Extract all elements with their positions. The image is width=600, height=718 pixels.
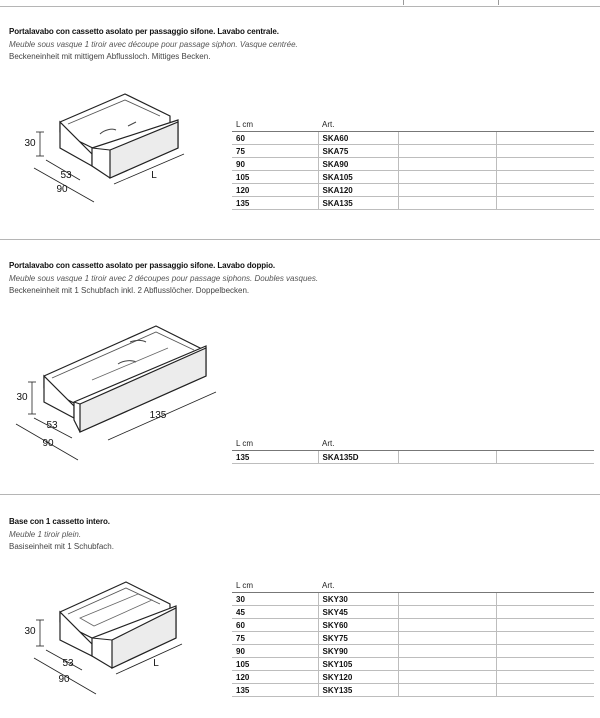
- table-row: 135 SKA135: [232, 197, 594, 210]
- title-it: Base con 1 cassetto intero.: [9, 517, 110, 526]
- table-row: 120 SKY120: [232, 671, 594, 684]
- divider: [0, 6, 600, 7]
- header-lcm: L cm: [232, 575, 318, 593]
- dim-depth: 53: [62, 658, 74, 669]
- title-fr: Meuble 1 tiroir plein.: [9, 529, 82, 539]
- dim-length: L: [153, 658, 159, 669]
- table-row: 120 SKA120: [232, 184, 594, 197]
- title-de: Basiseinheit mit 1 Schubfach.: [9, 542, 114, 551]
- table-row: 60 SKY60: [232, 619, 594, 632]
- header-art: Art.: [318, 433, 398, 451]
- dim-length: L: [151, 170, 157, 181]
- table-row: 135 SKY135: [232, 684, 594, 697]
- title-de: Beckeneinheit mit mittigem Abflussloch. Mittiges Becken.: [9, 52, 211, 61]
- cabinet-drawing-double: [8, 318, 218, 464]
- dim-depth: 53: [46, 420, 58, 431]
- dim-height: 30: [24, 138, 36, 149]
- table-row: 60 SKA60: [232, 132, 594, 145]
- header-art: Art.: [318, 114, 398, 132]
- dim-width: 90: [56, 184, 68, 195]
- table-row: 90 SKY90: [232, 645, 594, 658]
- cabinet-drawing-central: [20, 88, 220, 210]
- header-lcm: L cm: [232, 114, 318, 132]
- table-row: 105 SKA105: [232, 171, 594, 184]
- description: [9, 26, 569, 64]
- table-row: 30 SKY30: [232, 593, 594, 606]
- header-lcm: L cm: [232, 433, 318, 451]
- table-row: 90 SKA90: [232, 158, 594, 171]
- dim-height: 30: [16, 392, 28, 403]
- table-row: 75 SKA75: [232, 145, 594, 158]
- table-row: 135 SKA135D: [232, 451, 594, 464]
- title-fr: Meuble sous vasque 1 tiroir avec 2 découpes pour passage siphons. Doubles vasques.: [9, 273, 319, 283]
- title-it: Portalavabo con cassetto asolato per passaggio sifone. Lavabo doppio.: [9, 261, 276, 270]
- title-it: Portalavabo con cassetto asolato per passaggio sifone. Lavabo centrale.: [9, 27, 279, 36]
- section-divider: [0, 494, 600, 495]
- tick: [498, 0, 499, 5]
- tick: [403, 0, 404, 5]
- size-table-sky: [232, 575, 594, 697]
- size-table-ska: [232, 114, 594, 210]
- dim-width: 90: [58, 674, 70, 685]
- table-row: 105 SKY105: [232, 658, 594, 671]
- header-art: Art.: [318, 575, 398, 593]
- description: [9, 260, 569, 298]
- title-fr: Meuble sous vasque 1 tiroir avec découpe pour passage siphon. Vasque centrée.: [9, 39, 298, 49]
- dim-height: 30: [24, 626, 36, 637]
- table-row: 75 SKY75: [232, 632, 594, 645]
- dim-length: 135: [149, 410, 167, 421]
- description: [9, 516, 569, 554]
- table-row: 45 SKY45: [232, 606, 594, 619]
- size-table-ska-double: [232, 433, 594, 464]
- title-de: Beckeneinheit mit 1 Schubfach inkl. 2 Abflusslöcher. Doppelbecken.: [9, 286, 250, 295]
- cabinet-drawing-full-drawer: [20, 574, 220, 700]
- dim-depth: 53: [60, 170, 72, 181]
- dim-width: 90: [42, 438, 54, 449]
- section-divider: [0, 239, 600, 240]
